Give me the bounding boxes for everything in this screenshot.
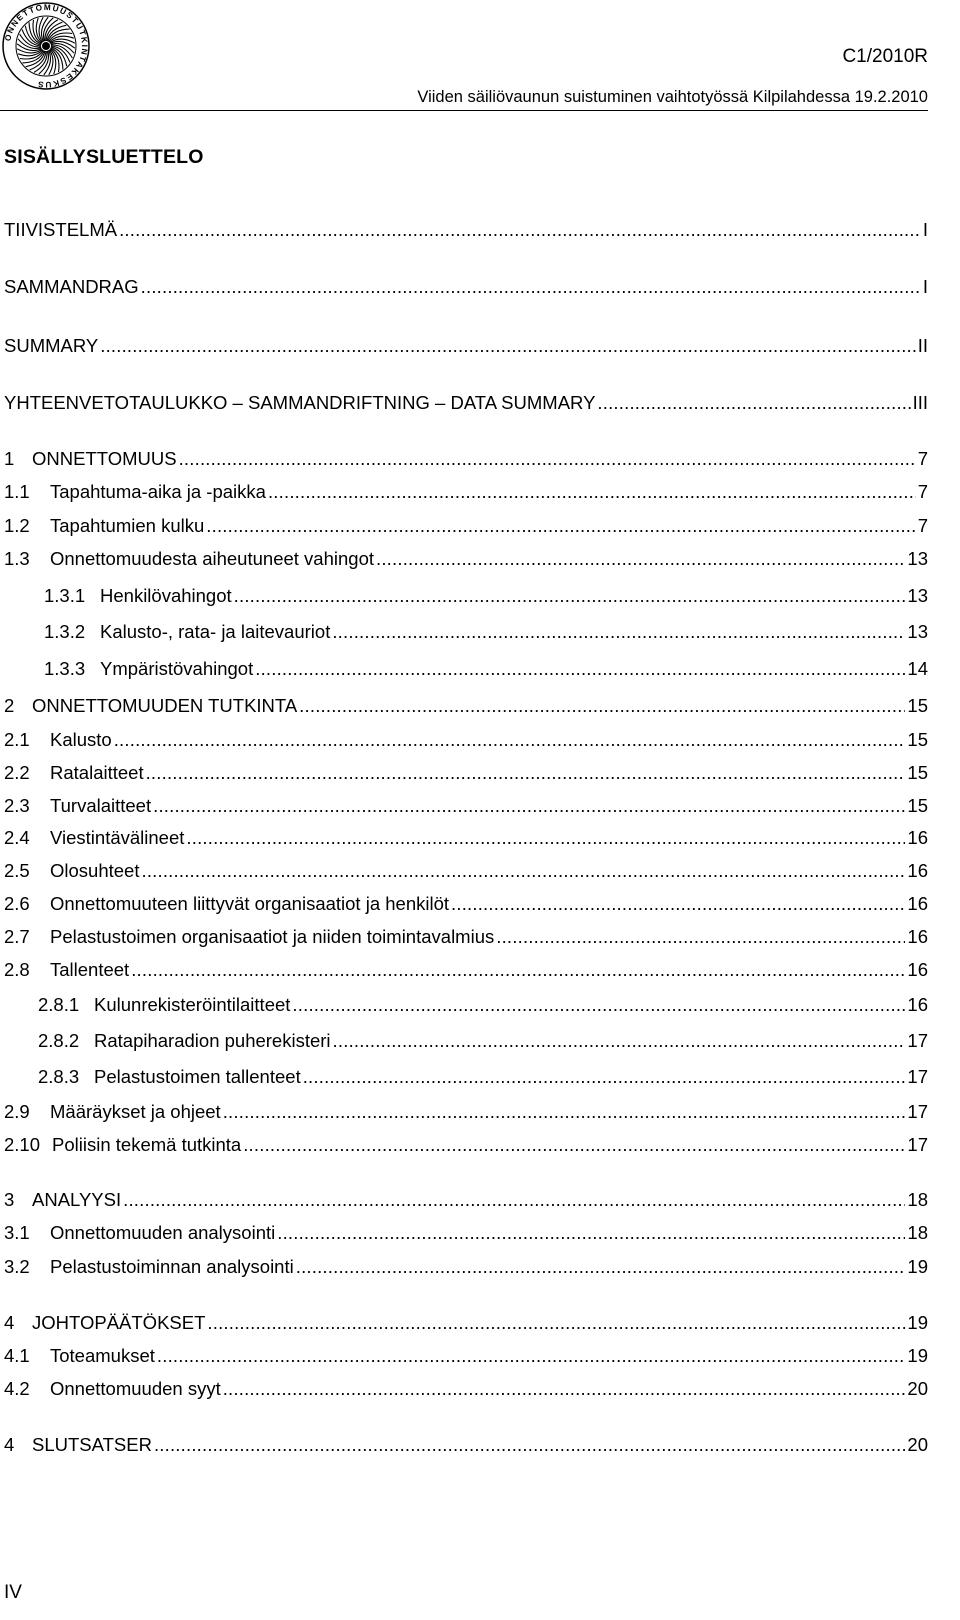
toc-entry-title: TIIVISTELMÄ <box>4 219 118 240</box>
toc-entry-title: Tapahtuma-aika ja -paikka <box>50 481 266 502</box>
toc-entry-number: 2 <box>4 695 15 716</box>
toc-entry-title: Poliisin tekemä tutkinta <box>52 1134 242 1155</box>
toc-entry[interactable] <box>4 447 928 471</box>
toc-entry-page: 20 <box>907 1434 928 1455</box>
toc-entry[interactable] <box>4 584 928 608</box>
toc-leader-dots <box>268 480 916 504</box>
toc-entry-page: 17 <box>907 1030 928 1051</box>
toc-leader-dots <box>207 1311 905 1335</box>
toc-leader-dots <box>154 1433 905 1457</box>
toc-entry-number: 2.8.2 <box>38 1030 80 1051</box>
toc-leader-dots <box>255 657 905 681</box>
toc-entry-title: Pelastustoiminnan analysointi <box>50 1256 294 1277</box>
toc-entry-page: II <box>917 335 928 356</box>
toc-entry-page: 15 <box>907 695 928 716</box>
toc-leader-dots <box>292 993 905 1017</box>
toc-entry-title: Toteamukset <box>50 1345 155 1366</box>
toc-leader-dots <box>303 1065 906 1089</box>
toc-entry[interactable] <box>4 892 928 916</box>
toc-entry-page: 16 <box>907 893 928 914</box>
toc-entry-title: Kalusto <box>50 729 112 750</box>
toc-entry-number: 2.9 <box>4 1101 30 1122</box>
toc-entry-title: Onnettomuuden syyt <box>50 1378 221 1399</box>
report-code: C1/2010R <box>842 46 928 67</box>
toc-entry-title: Olosuhteet <box>50 860 140 881</box>
toc-entry-page: 16 <box>907 959 928 980</box>
toc-entry-number: 2.6 <box>4 893 30 914</box>
toc-entry-title: Ratapiharadion puherekisteri <box>94 1030 331 1051</box>
toc-entry-number: 1.3.3 <box>44 658 86 679</box>
toc-entry[interactable] <box>4 620 928 644</box>
toc-entry-page: 20 <box>907 1378 928 1399</box>
toc-entry[interactable] <box>4 925 928 949</box>
toc-entry[interactable] <box>4 761 928 785</box>
toc-entry-number: 2.4 <box>4 827 30 848</box>
toc-entry-page: 17 <box>907 1134 928 1155</box>
toc-entry-number: 2.2 <box>4 762 30 783</box>
toc-entry-number: 1.1 <box>4 481 30 502</box>
toc-entry-number: 2.3 <box>4 795 30 816</box>
toc-entry-title: Onnettomuudesta aiheutuneet vahingot <box>50 548 374 569</box>
toc-leader-dots <box>597 391 910 415</box>
toc-entry[interactable] <box>4 826 928 850</box>
toc-leader-dots <box>186 826 905 850</box>
toc-entry-title: Pelastustoimen tallenteet <box>94 1066 301 1087</box>
toc-entry-number: 2.8.1 <box>38 994 80 1015</box>
toc-entry-page: 15 <box>907 729 928 750</box>
toc-entry-page: I <box>922 219 928 240</box>
toc-entry-page: 18 <box>907 1189 928 1210</box>
toc-entry-number: 2.5 <box>4 860 30 881</box>
toc-entry-page: 16 <box>907 827 928 848</box>
toc-leader-dots <box>206 514 915 538</box>
toc-entry-page: III <box>912 392 928 413</box>
toc-entry-title: Henkilövahingot <box>100 585 232 606</box>
toc-entry-number: 4 <box>4 1312 15 1333</box>
page-title: SISÄLLYSLUETTELO <box>4 146 204 168</box>
toc-leader-dots <box>243 1133 905 1157</box>
toc-leader-dots <box>296 1255 906 1279</box>
toc-entry-title: Tallenteet <box>50 959 130 980</box>
toc-entry[interactable] <box>4 391 928 415</box>
toc-entry-title: Kalusto-, rata- ja laitevauriot <box>100 621 331 642</box>
toc-entry[interactable] <box>4 275 928 299</box>
toc-leader-dots <box>299 694 905 718</box>
toc-entry-page: 16 <box>907 994 928 1015</box>
toc-entry-number: 3.2 <box>4 1256 30 1277</box>
toc-entry[interactable] <box>4 334 928 358</box>
toc-entry-title: SLUTSATSER <box>32 1434 152 1455</box>
toc-entry-page: 13 <box>907 585 928 606</box>
toc-entry-page: 15 <box>907 795 928 816</box>
toc-leader-dots <box>141 275 921 299</box>
toc-entry-title: Ratalaitteet <box>50 762 144 783</box>
toc-entry-page: 7 <box>917 448 928 469</box>
toc-entry[interactable] <box>4 1188 928 1212</box>
toc-leader-dots <box>146 761 906 785</box>
toc-entry-page: 18 <box>907 1222 928 1243</box>
toc-entry-page: 17 <box>907 1066 928 1087</box>
toc-entry-title: Onnettomuuden analysointi <box>50 1222 276 1243</box>
toc-entry-number: 1.3.2 <box>44 621 86 642</box>
toc-leader-dots <box>100 334 915 358</box>
toc-leader-dots <box>153 794 905 818</box>
toc-leader-dots <box>131 958 905 982</box>
toc-entry[interactable] <box>4 657 928 681</box>
toc-entry-page: 14 <box>907 658 928 679</box>
toc-entry[interactable] <box>4 1433 928 1457</box>
toc-leader-dots <box>141 859 905 883</box>
toc-entry-page: 16 <box>907 860 928 881</box>
toc-entry[interactable] <box>4 1344 928 1368</box>
toc-entry-title: SUMMARY <box>4 335 99 356</box>
toc-entry-title: ANALYYSI <box>32 1189 122 1210</box>
toc-entry-page: I <box>922 276 928 297</box>
toc-entry-page: 16 <box>907 926 928 947</box>
toc-leader-dots <box>114 728 906 752</box>
toc-entry[interactable] <box>4 794 928 818</box>
toc-entry-page: 7 <box>917 481 928 502</box>
toc-entry-number: 2.8 <box>4 959 30 980</box>
toc-entry-page: 13 <box>907 621 928 642</box>
toc-entry[interactable] <box>4 1311 928 1335</box>
toc-entry-number: 3.1 <box>4 1222 30 1243</box>
toc-entry-title: Turvalaitteet <box>50 795 152 816</box>
toc-entry[interactable] <box>4 1255 928 1279</box>
toc-entry-number: 2.7 <box>4 926 30 947</box>
toc-leader-dots <box>333 1029 906 1053</box>
toc-entry-page: 7 <box>917 515 928 536</box>
toc-entry-title: ONNETTOMUUDEN TUTKINTA <box>32 695 298 716</box>
report-subtitle: Viiden säiliövaunun suistuminen vaihtotyössä Kilpilahdessa 19.2.2010 <box>417 88 928 106</box>
toc-leader-dots <box>277 1221 905 1245</box>
toc-entry[interactable] <box>4 1133 928 1157</box>
toc-entry[interactable] <box>4 1377 928 1401</box>
toc-entry[interactable] <box>4 1221 928 1245</box>
toc-entry[interactable] <box>4 480 928 504</box>
toc-entry-number: 2.10 <box>4 1134 41 1155</box>
toc-entry-page: 13 <box>907 548 928 569</box>
toc-leader-dots <box>332 620 905 644</box>
toc-leader-dots <box>223 1100 906 1124</box>
toc-entry-page: 17 <box>907 1101 928 1122</box>
toc-entry-title: YHTEENVETOTAULUKKO – SAMMANDRIFTNING – DATA SUMMARY <box>4 392 596 413</box>
toc-entry-page: 19 <box>907 1345 928 1366</box>
toc-entry-number: 1.3 <box>4 548 30 569</box>
toc-leader-dots <box>451 892 905 916</box>
toc-entry-number: 2.8.3 <box>38 1066 80 1087</box>
toc-entry-title: Kulunrekisteröintilaitteet <box>94 994 291 1015</box>
toc-entry-title: Määräykset ja ohjeet <box>50 1101 221 1122</box>
toc-entry-title: Ympäristövahingot <box>100 658 254 679</box>
toc-leader-dots <box>496 925 905 949</box>
toc-entry-title: ONNETTOMUUS <box>32 448 177 469</box>
svg-text:ONNETTOMUUSTUTKINTAKESKUS: ONNETTOMUUSTUTKINTAKESKUS <box>3 2 90 90</box>
toc-leader-dots <box>123 1188 905 1212</box>
toc-leader-dots <box>179 447 916 471</box>
toc-leader-dots <box>157 1344 906 1368</box>
toc-entry-title: SAMMANDRAG <box>4 276 139 297</box>
toc-entry[interactable] <box>4 1029 928 1053</box>
toc-entry-title: Viestintävälineet <box>50 827 185 848</box>
toc-leader-dots <box>223 1377 906 1401</box>
toc-entry[interactable] <box>4 859 928 883</box>
toc-entry-number: 2.1 <box>4 729 30 750</box>
toc-entry[interactable] <box>4 1100 928 1124</box>
toc-entry[interactable] <box>4 958 928 982</box>
toc-entry-number: 1.2 <box>4 515 30 536</box>
toc-entry-page: 19 <box>907 1312 928 1333</box>
toc-entry[interactable] <box>4 514 928 538</box>
toc-entry[interactable] <box>4 993 928 1017</box>
toc-entry[interactable] <box>4 728 928 752</box>
toc-entry-title: Pelastustoimen organisaatiot ja niiden toimintavalmius <box>50 926 495 947</box>
toc-entry-title: Tapahtumien kulku <box>50 515 205 536</box>
toc-entry[interactable] <box>4 694 928 718</box>
toc-leader-dots <box>376 547 905 571</box>
table-of-contents <box>4 0 928 1620</box>
toc-entry-page: 15 <box>907 762 928 783</box>
toc-entry-title: JOHTOPÄÄTÖKSET <box>32 1312 206 1333</box>
toc-entry-number: 4 <box>4 1434 15 1455</box>
toc-entry-number: 1 <box>4 448 15 469</box>
toc-entry-number: 1.3.1 <box>44 585 86 606</box>
toc-entry-number: 3 <box>4 1189 15 1210</box>
toc-leader-dots <box>234 584 906 608</box>
page-number: IV <box>4 1582 22 1603</box>
toc-leader-dots <box>119 218 921 242</box>
toc-entry[interactable] <box>4 547 928 571</box>
toc-entry[interactable] <box>4 218 928 242</box>
toc-entry-number: 4.1 <box>4 1345 30 1366</box>
toc-entry-title: Onnettomuuteen liittyvät organisaatiot ja henkilöt <box>50 893 450 914</box>
toc-entry[interactable] <box>4 1065 928 1089</box>
toc-entry-number: 4.2 <box>4 1378 30 1399</box>
toc-entry-page: 19 <box>907 1256 928 1277</box>
